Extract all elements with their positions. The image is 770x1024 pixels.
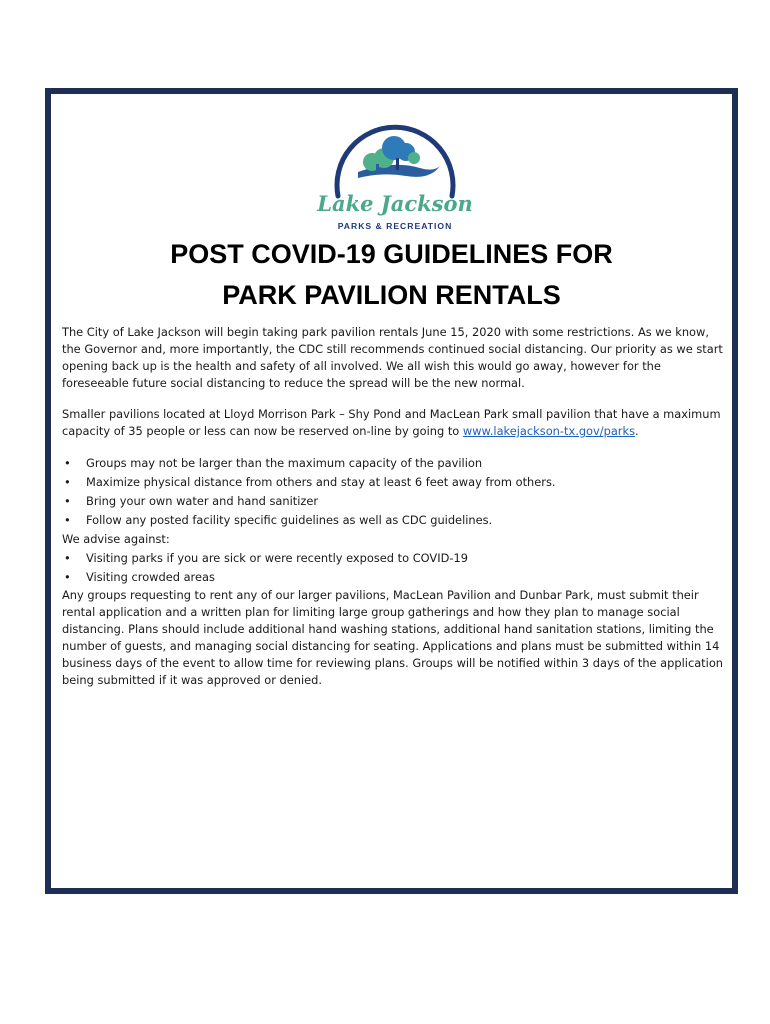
small-pavilions-period: . (635, 424, 639, 438)
list-item (62, 568, 726, 587)
list-item-text: Bring your own water and hand sanitizer (86, 494, 319, 508)
list-item-text: Groups may not be larger than the maximum capacity of the pavilion (86, 456, 483, 470)
list-item (62, 473, 726, 492)
bullet-icon: • (64, 570, 71, 584)
lake-jackson-parks-logo (310, 108, 480, 234)
bullet-icon: • (64, 494, 71, 508)
page-title (51, 234, 732, 316)
bullet-icon: • (64, 475, 71, 489)
intro-paragraph: The City of Lake Jackson will begin taking park pavilion rentals June 15, 2020 with some restrictions. As we know, the Governor and, more importantly, the CDC still recommends continued social distancing. Our priority as we start opening back up is the health and safety of all involved. We all wish this would go away, however for the foreseeable future social distancing to reduce the spread will be the new normal. (62, 325, 723, 390)
larger-pavilions-paragraph: Any groups requesting to rent any of our larger pavilions, MacLean Pavilion and Dunbar Park, must submit their rental application and a written plan for limiting large group gatherings and how they plan to manage social distancing. Plans should include additional hand washing stations, additional hand sanitation stations, limiting the number of guests, and managing social distancing for seating. Applications and plans must be submitted within 14 business days of the event to allow time for reviewing plans. Groups will be notified within 3 days of the application being submitted if it was approved or denied. (62, 588, 724, 687)
list-item-text: Follow any posted facility specific guidelines as well as CDC guidelines. (86, 513, 493, 527)
title-line-1: POST COVID-19 GUIDELINES FOR (170, 239, 613, 269)
list-item-text: Visiting crowded areas (86, 570, 215, 584)
logo-subtitle-text: PARKS & RECREATION (337, 221, 453, 231)
list-item (62, 492, 726, 511)
guidelines-list (62, 454, 726, 530)
list-item-text: Visiting parks if you are sick or were recently exposed to COVID-19 (86, 551, 468, 565)
advise-against-heading: We advise against: (62, 532, 170, 546)
small-pavilions-text: Smaller pavilions located at Lloyd Morrison Park – Shy Pond and MacLean Park small pavilion that have a maximum capacity of 35 people or less can now be reserved on-line by going to (62, 407, 721, 438)
document-body (62, 324, 726, 689)
parks-website-link[interactable]: www.lakejackson-tx.gov/parks (462, 424, 636, 438)
logo-graphic (310, 108, 480, 234)
bullet-icon: • (64, 551, 71, 565)
list-item (62, 511, 726, 530)
list-item-text: Maximize physical distance from others and stay at least 6 feet away from others. (86, 475, 556, 489)
small-pavilions-paragraph (62, 406, 726, 440)
bullet-icon: • (64, 456, 71, 470)
advise-against-list (62, 549, 726, 587)
list-item (62, 454, 726, 473)
list-item (62, 549, 726, 568)
document-frame (45, 88, 738, 894)
logo-name-text: Lake Jackson (317, 191, 473, 216)
bullet-icon: • (64, 513, 71, 527)
title-line-2: PARK PAVILION RENTALS (222, 280, 561, 310)
